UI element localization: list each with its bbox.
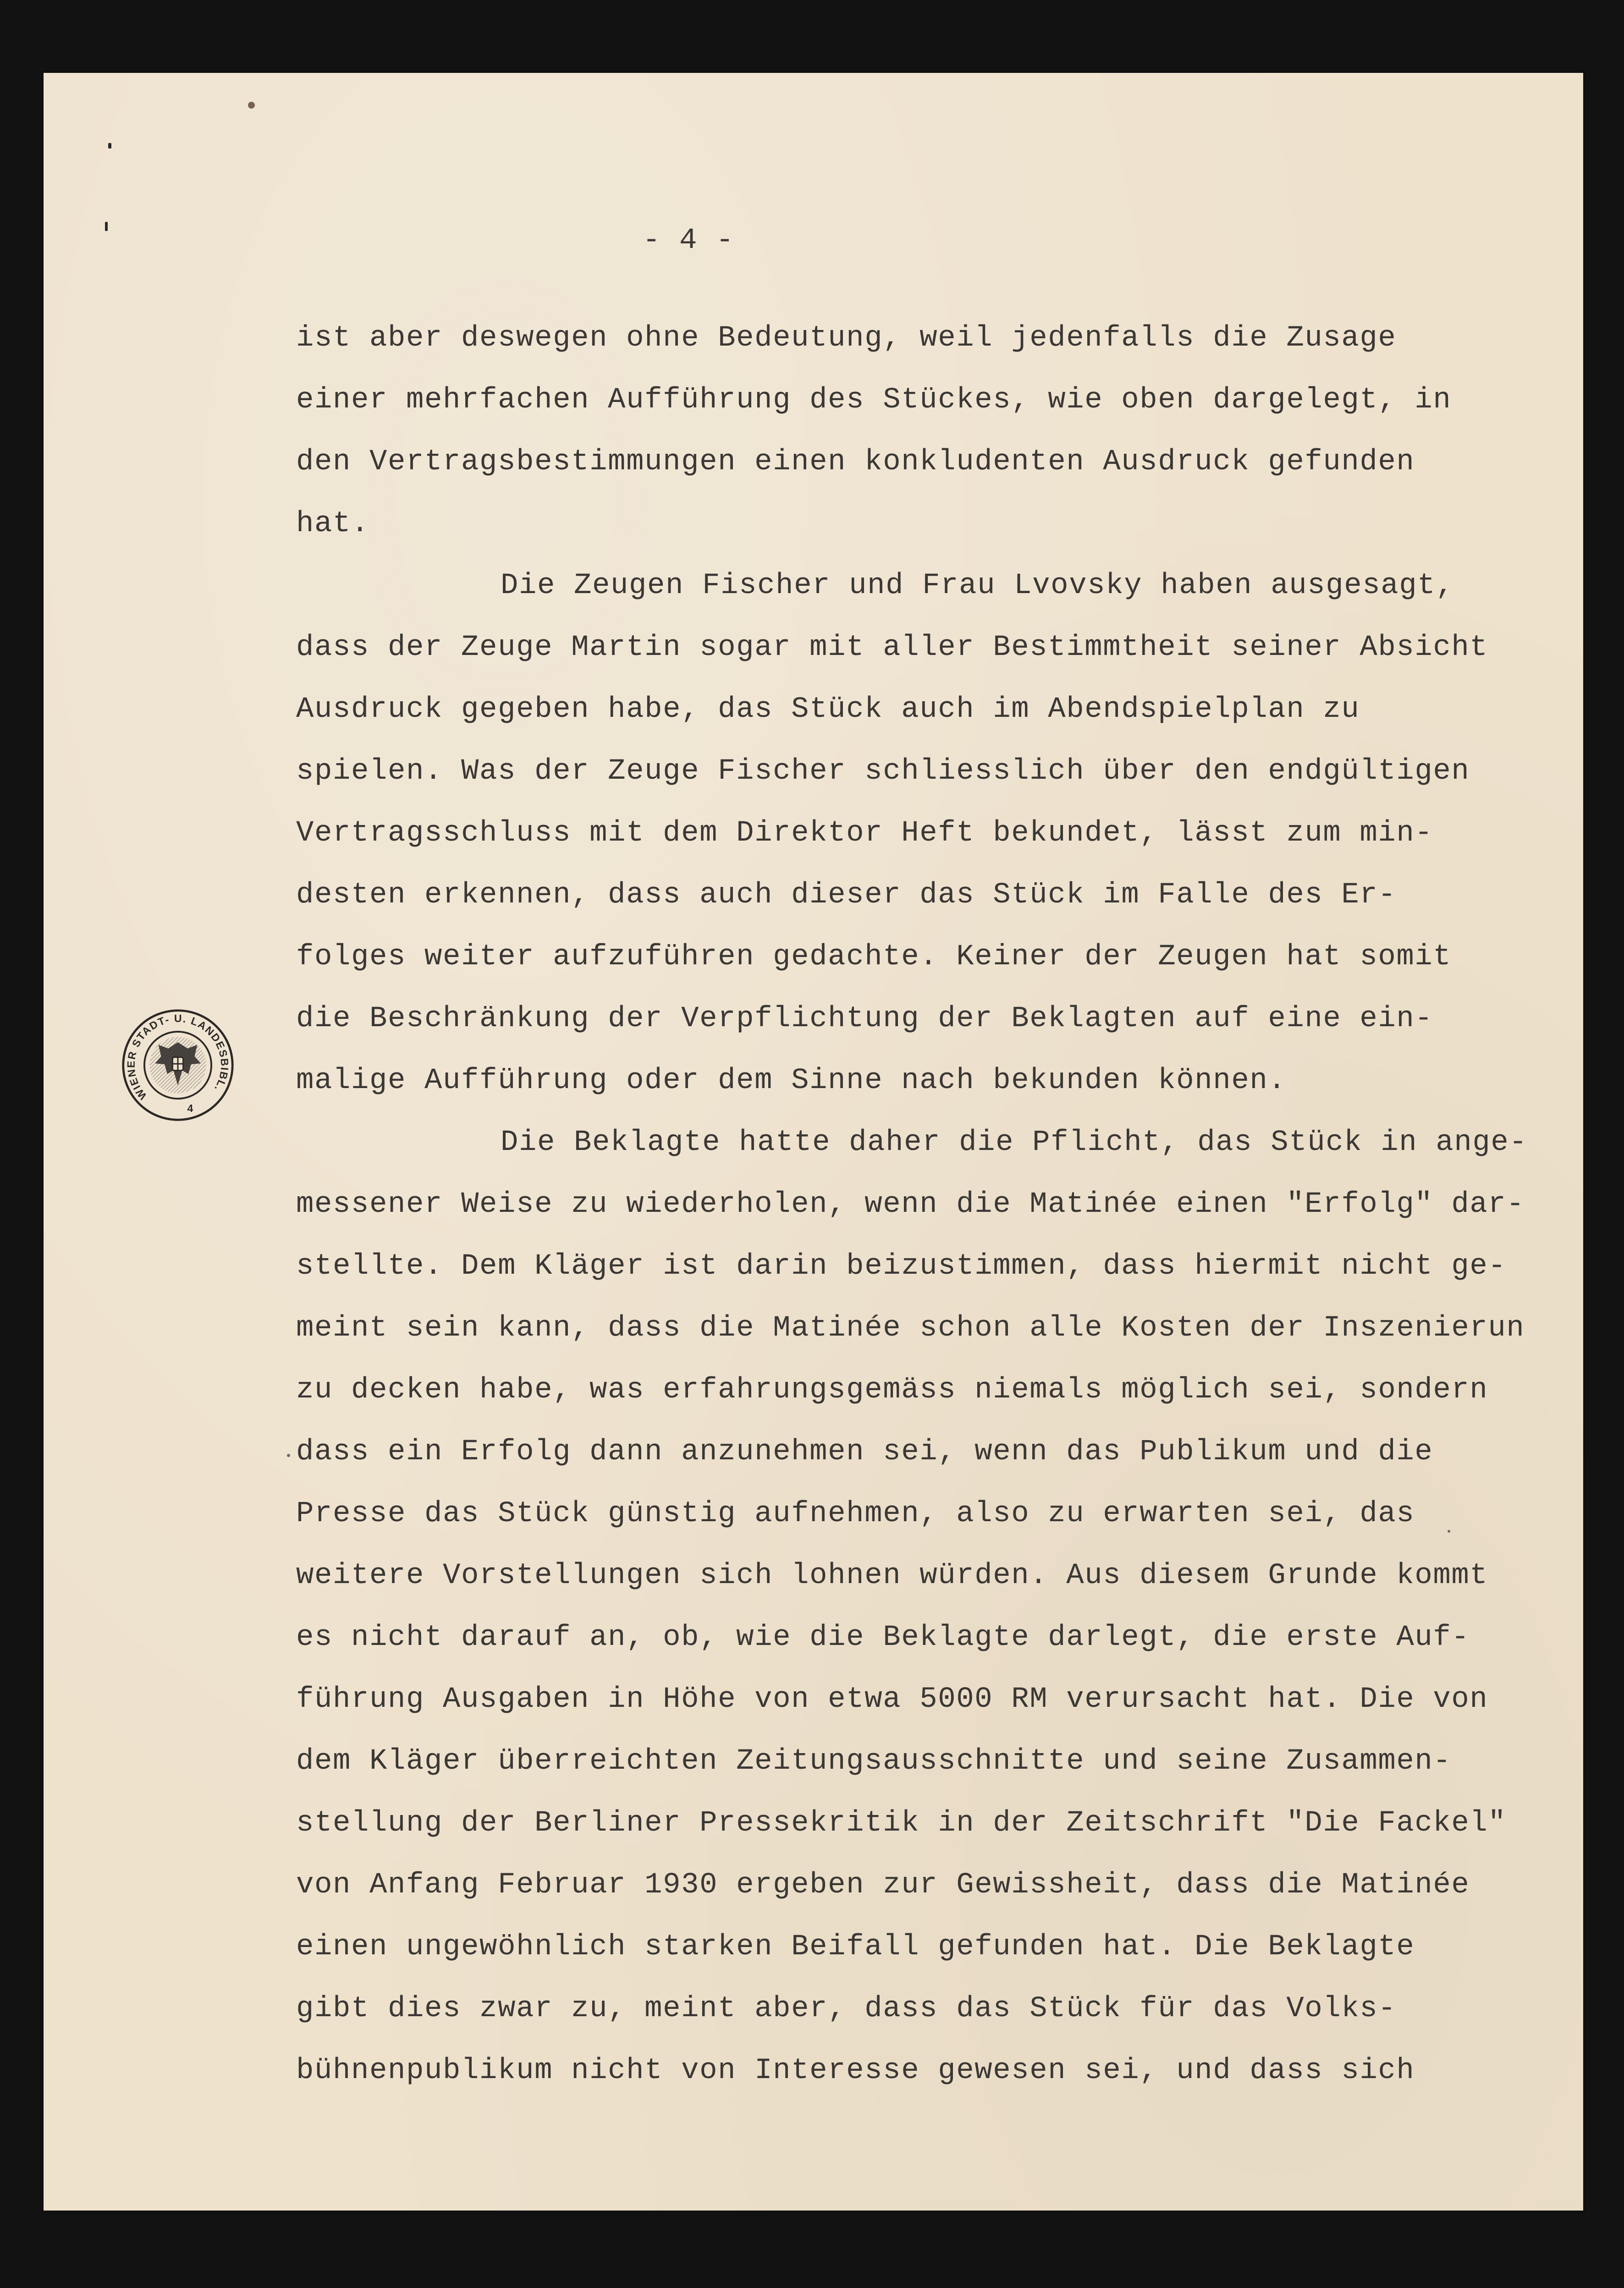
- margin-mark: [108, 143, 111, 148]
- text-line: einen ungewöhnlich starken Beifall gefunden hat. Die Beklagte: [296, 1930, 1415, 1964]
- text-line: hat.: [296, 507, 370, 540]
- text-line: weitere Vorstellungen sich lohnen würden. Aus diesem Grunde kommt: [296, 1559, 1488, 1592]
- text-line: Presse das Stück günstig aufnehmen, also zu erwarten sei, das: [296, 1497, 1415, 1530]
- text-line: die Beschränkung der Verpflichtung der Beklagten auf eine ein-: [296, 1002, 1433, 1035]
- text-line: den Vertragsbestimmungen einen konkludenten Ausdruck gefunden: [296, 446, 1415, 478]
- stamp-text: WIENER STADT- U. LANDESBIBL.: [125, 1012, 231, 1102]
- page-number: - 4 -: [643, 224, 735, 257]
- eagle-emblem: [149, 1037, 206, 1093]
- text-line: führung Ausgaben in Höhe von etwa 5000 RM verursacht hat. Die von: [296, 1683, 1488, 1716]
- text-line: dass der Zeuge Martin sogar mit aller Bestimmtheit seiner Absicht: [296, 631, 1488, 664]
- text-line: stellte. Dem Kläger ist darin beizustimmen, dass hiermit nicht ge-: [296, 1250, 1507, 1283]
- margin-mark: [105, 222, 108, 231]
- text-line: meint sein kann, dass die Matinée schon alle Kosten der Inszenierun: [296, 1312, 1525, 1345]
- stamp-number: 4: [187, 1102, 193, 1114]
- text-line: desten erkennen, dass auch dieser das Stück im Falle des Er-: [296, 879, 1397, 912]
- margin-mark: [287, 1454, 290, 1457]
- paragraph: [296, 1112, 1561, 2102]
- paragraph: [296, 308, 1561, 555]
- text-line: spielen. Was der Zeuge Fischer schliesslich über den endgültigen: [296, 755, 1470, 788]
- text-line: messener Weise zu wiederholen, wenn die Matinée einen "Erfolg" dar-: [296, 1188, 1525, 1221]
- text-line: Die Zeugen Fischer und Frau Lvovsky haben ausgesagt,: [501, 569, 1454, 602]
- text-line: einer mehrfachen Aufführung des Stückes, wie oben dargelegt, in: [296, 384, 1452, 417]
- paragraph: [296, 555, 1561, 1112]
- text-line: es nicht darauf an, ob, wie die Beklagte darlegt, die erste Auf-: [296, 1621, 1470, 1654]
- text-line: dass ein Erfolg dann anzunehmen sei, wenn das Publikum und die: [296, 1436, 1433, 1468]
- text-line: von Anfang Februar 1930 ergeben zur Gewissheit, dass die Matinée: [296, 1869, 1470, 1902]
- text-line: gibt dies zwar zu, meint aber, dass das Stück für das Volks-: [296, 1992, 1397, 2025]
- text-line: Vertragsschluss mit dem Direktor Heft bekundet, lässt zum min-: [296, 817, 1433, 850]
- text-line: Die Beklagte hatte daher die Pflicht, das Stück in ange-: [501, 1126, 1528, 1159]
- text-line: bühnenpublikum nicht von Interesse gewesen sei, und dass sich: [296, 2054, 1415, 2087]
- margin-mark: [248, 102, 255, 109]
- text-line: folges weiter aufzuführen gedachte. Keiner der Zeugen hat somit: [296, 940, 1452, 974]
- text-line: malige Aufführung oder dem Sinne nach bekunden können.: [296, 1064, 1287, 1097]
- text-line: Ausdruck gegeben habe, das Stück auch im Abendspielplan zu: [296, 693, 1360, 726]
- text-line: dem Kläger überreichten Zeitungsausschnitte und seine Zusammen-: [296, 1745, 1452, 1778]
- library-stamp: [121, 1008, 235, 1122]
- text-line: zu decken habe, was erfahrungsgemäss niemals möglich sei, sondern: [296, 1374, 1488, 1407]
- text-line: ist aber deswegen ohne Bedeutung, weil jedenfalls die Zusage: [296, 322, 1397, 355]
- text-line: stellung der Berliner Pressekritik in der Zeitschrift "Die Fackel": [296, 1807, 1507, 1840]
- body-text: [296, 308, 1561, 2102]
